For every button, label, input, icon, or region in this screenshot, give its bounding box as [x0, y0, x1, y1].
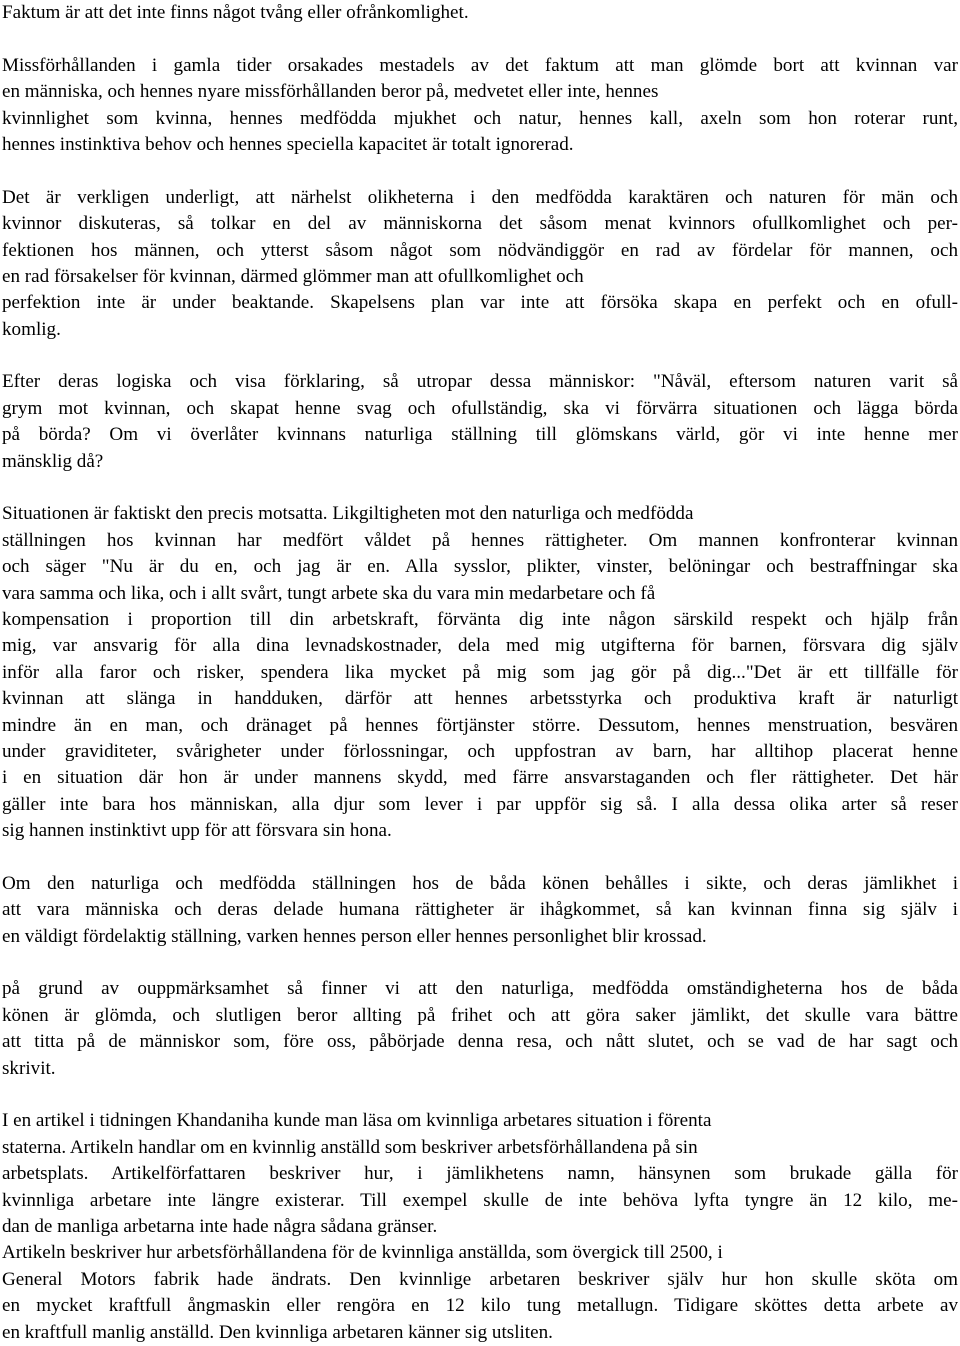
text-line: Artikeln beskriver hur arbetsförhållandena för de kvinnliga anställda, som övergick till 2500, i [2, 1242, 723, 1264]
text-line: mindre än en man, och dränaget på hennes förtjänster större. Dessutom, hennes menstruation, besvären [2, 714, 958, 736]
text-line: inför alla faror och risker, spendera lika mycket på mig som jag gör på dig..."Det är ett tillfälle för [2, 661, 958, 683]
text-line: sig hannen instinktivt upp för att försvara sin hona. [2, 820, 392, 842]
text-line: Situationen är faktiskt den precis motsatta. Likgiltigheten mot den naturliga och medfödda [2, 503, 694, 525]
text-line: kvinnliga arbetare inte längre existerar. Till exempel skulle de inte behöva lyfta tyngre än 12 kilo, me- [2, 1189, 958, 1211]
text-line: gäller inte bara hos människan, alla djur som lever i par uppför sig så. I alla dessa olika arter så reser [2, 793, 958, 815]
text-line: kompensation i proportion till din arbetskraft, förvänta dig inte någon särskild respekt och hjälp från [2, 608, 958, 630]
text-line: Det är verkligen underligt, att närhelst olikheterna i den medfödda karaktären och naturen för män och [2, 186, 958, 208]
paragraph-spacer [2, 475, 958, 501]
paragraph [2, 871, 958, 950]
text-line: I en artikel i tidningen Khandaniha kunde man läsa om kvinnliga arbetares situation i förenta [2, 1110, 712, 1132]
text-line: att titta på de människor som, före oss, påbörjade denna resa, och nått slutet, och se vad de har sagt och [2, 1031, 958, 1053]
text-line: vara samma och lika, och i allt svårt, tungt arbete ska du vara min medarbetare och få [2, 582, 656, 604]
text-line: och säger "Nu är du en, och jag är en. Alla sysslor, plikter, vinster, belöningar och bestraffningar ska [2, 556, 958, 578]
text-line: staterna. Artikeln handlar om en kvinnlig anställd som beskriver arbetsförhållandena på sin [2, 1136, 698, 1158]
text-line: komlig. [2, 318, 61, 340]
text-line: under graviditeter, svårigheter under förlossningar, och uppfostran av barn, har alltihop placerat henne [2, 740, 958, 762]
text-line: en väldigt fördelaktig ställning, varken hennes person eller hennes personlighet blir krossad. [2, 925, 707, 947]
paragraph-spacer [2, 26, 958, 52]
text-line: att vara människa och deras delade humana rättigheter är ihågkommet, så kan kvinnan finna sig själv i [2, 899, 958, 921]
text-line: Faktum är att det inte finns något tvång eller ofrånkomlighet. [2, 2, 469, 23]
paragraph-spacer [2, 950, 958, 976]
text-line: fektionen hos männen, och ytterst såsom något som nödvändiggör en rad av fördelar för mannen, och [2, 239, 958, 261]
text-line: på börda? Om vi överlåter kvinnans naturliga ställning till glömskans värld, gör vi inte henne mer [2, 424, 958, 446]
text-line: General Motors fabrik hade ändrats. Den kvinnlige arbetaren beskriver själv hur hon skulle sköta om [2, 1268, 958, 1290]
text-line: skrivit. [2, 1057, 56, 1079]
text-line: könen är glömda, och slutligen beror allting på frihet och att göra saker jämlikt, det skulle vara bättre [2, 1004, 958, 1026]
paragraph [2, 1108, 958, 1346]
paragraph [2, 185, 958, 343]
text-line: Om den naturliga och medfödda ställningen hos de båda könen behålles i sikte, och deras jämlikhet i [2, 872, 958, 894]
text-line: ställningen hos kvinnan har medfört våldet på hennes rättigheter. Om mannen konfronterar kvinnan [2, 529, 958, 551]
paragraph [2, 369, 958, 475]
text-line: kvinnor diskuteras, så tolkar en del av människorna det såsom menat kvinnors ofullkomlighet och per- [2, 213, 958, 235]
text-line: en kraftfull manlig anställd. Den kvinnliga arbetaren känner sig utsliten. [2, 1321, 553, 1343]
paragraph [2, 976, 958, 1082]
text-line: mig, var ansvarig för alla dina levnadskostnader, dela med mig utgifterna för barnen, försvara dig själv [2, 635, 958, 657]
text-line: på grund av ouppmärksamhet så finner vi att den naturliga, medfödda omständigheterna hos de båda [2, 978, 958, 1000]
text-line: grym mot kvinnan, och skapat henne svag och ofullständig, ska vi förvärra situationen och lägga börda [2, 397, 958, 419]
paragraph-spacer [2, 1082, 958, 1108]
paragraph [2, 0, 958, 26]
text-line: i en situation där hon är under mannens skydd, med färre ansvarstaganden och fler rättigheter. Det här [2, 767, 958, 789]
paragraph-spacer [2, 158, 958, 184]
text-line: hennes instinktiva behov och hennes speciella kapacitet är totalt ignorerad. [2, 133, 574, 155]
text-line: dan de manliga arbetarna inte hade några sådana gränser. [2, 1215, 438, 1237]
text-line: kvinnan att slänga in handduken, därför att hennes arbetsstyrka och produktiva kraft är naturligt [2, 688, 958, 710]
text-line: en människa, och hennes nyare missförhållanden beror på, medvetet eller inte, hennes [2, 81, 659, 103]
paragraph-spacer [2, 343, 958, 369]
text-line: arbetsplats. Artikelförfattaren beskriver hur, i jämlikhetens namn, hänsynen som brukade gälla för [2, 1163, 958, 1185]
paragraph [2, 501, 958, 844]
text-line: en mycket kraftfull ångmaskin eller rengöra en 12 kilo tung metallugn. Tidigare sköttes detta arbete av [2, 1295, 958, 1317]
paragraph-spacer [2, 845, 958, 871]
paragraph [2, 53, 958, 159]
text-line: perfektion inte är under beaktande. Skapelsens plan var inte att försöka skapa en perfekt och en ofull- [2, 292, 958, 314]
text-line: mänsklig då? [2, 450, 104, 472]
text-line: kvinnlighet som kvinna, hennes medfödda mjukhet och natur, hennes kall, axeln som hon roterar runt, [2, 107, 958, 129]
text-line: Efter deras logiska och visa förklaring, så utropar dessa människor: "Nåväl, eftersom naturen varit så [2, 371, 958, 393]
text-line: Missförhållanden i gamla tider orsakades mestadels av det faktum att man glömde bort att kvinnan var [2, 54, 958, 76]
text-line: en rad försakelser för kvinnan, därmed glömmer man att ofullkomlighet och [2, 265, 584, 287]
